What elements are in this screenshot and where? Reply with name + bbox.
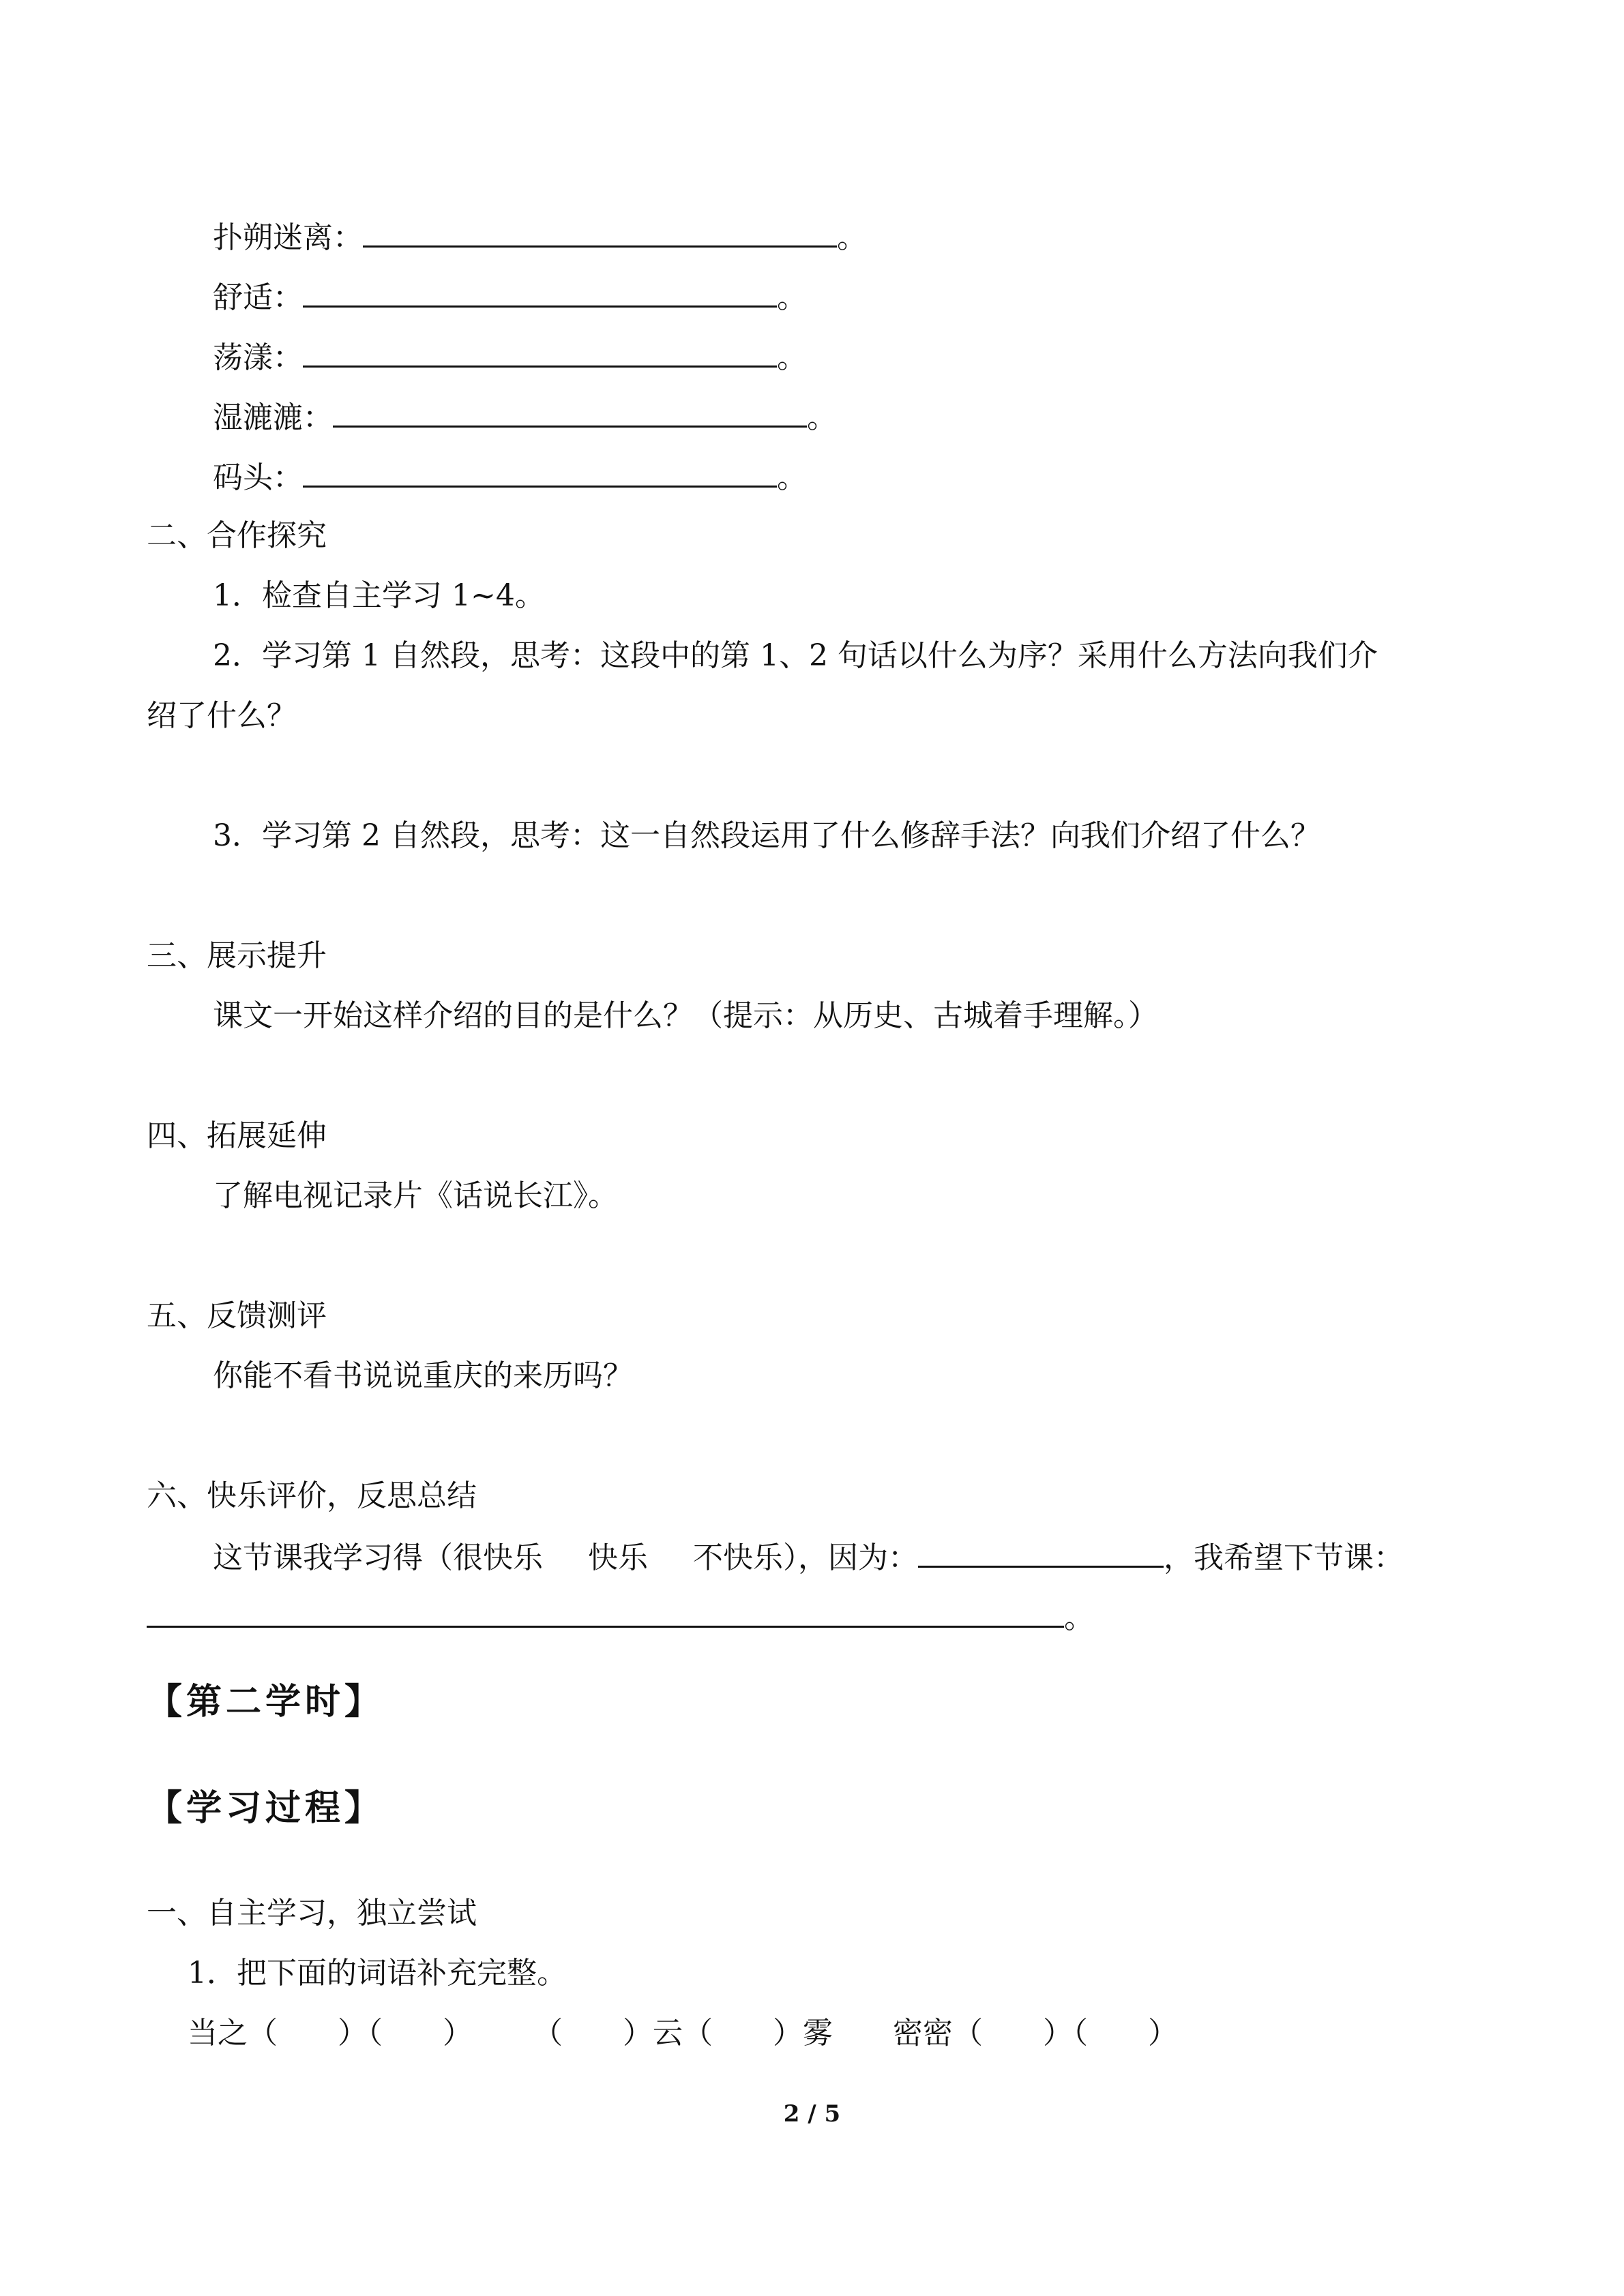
answer-blank[interactable] xyxy=(333,396,807,428)
answer-blank[interactable] xyxy=(363,215,837,248)
section-title: 二、合作探究 xyxy=(147,518,327,553)
section-title: 四、拓展延伸 xyxy=(147,1118,327,1153)
section-title: 三、展示提升 xyxy=(147,938,327,973)
question: 2．学习第 1 自然段，思考：这段中的第 1、2 句话以什么为序？采用什么方法向我们介 xyxy=(213,638,1378,673)
vocab-line: 荡漾： 。 xyxy=(213,336,807,378)
section-title: 五、反馈测评 xyxy=(147,1298,327,1333)
process-heading: 【学习过程】 xyxy=(147,1788,385,1829)
vocab-line: 湿漉漉： 。 xyxy=(213,396,837,438)
vocab-line: 码头： 。 xyxy=(213,456,807,498)
section-text: 课文一开始这样介绍的目的是什么？（提示：从历史、古城着手理解。） xyxy=(213,998,1158,1033)
question: 1．检查自主学习 1~4。 xyxy=(213,578,545,613)
vocab-line: 扑朔迷离： 。 xyxy=(213,215,867,258)
option-happy[interactable]: 快乐 xyxy=(588,1540,648,1575)
evaluation-line-continued: 。 xyxy=(147,1596,1094,1639)
section-title: 六、快乐评价，反思总结 xyxy=(147,1478,477,1513)
section-title: 一、自主学习，独立尝试 xyxy=(147,1896,477,1930)
section-text: 了解电视记录片《话说长江》。 xyxy=(213,1178,618,1213)
fill-words: 当之（ ）（ ） （ ）云（ ）雾 密密（ ）（ ） xyxy=(188,2016,1178,2051)
answer-blank[interactable] xyxy=(303,275,777,308)
question-continued: 绍了什么？ xyxy=(147,698,297,733)
answer-blank[interactable] xyxy=(303,456,777,488)
question: 3．学习第 2 自然段，思考：这一自然段运用了什么修辞手法？向我们介绍了什么？ xyxy=(213,818,1320,853)
page-number: 2 / 5 xyxy=(783,2100,841,2128)
answer-blank[interactable] xyxy=(303,336,777,368)
question: 1．把下面的词语补充完整。 xyxy=(188,1956,567,1991)
answer-blank[interactable] xyxy=(918,1536,1164,1568)
lesson-heading: 【第二学时】 xyxy=(147,1682,385,1723)
evaluation-line: 这节课我学习得（很快乐 快乐 不快乐），因为： ，我希望下节课： xyxy=(213,1536,1404,1579)
vocab-line: 舒适： 。 xyxy=(213,275,807,318)
section-text: 你能不看书说说重庆的来历吗？ xyxy=(213,1358,633,1393)
answer-blank[interactable] xyxy=(147,1596,1064,1628)
